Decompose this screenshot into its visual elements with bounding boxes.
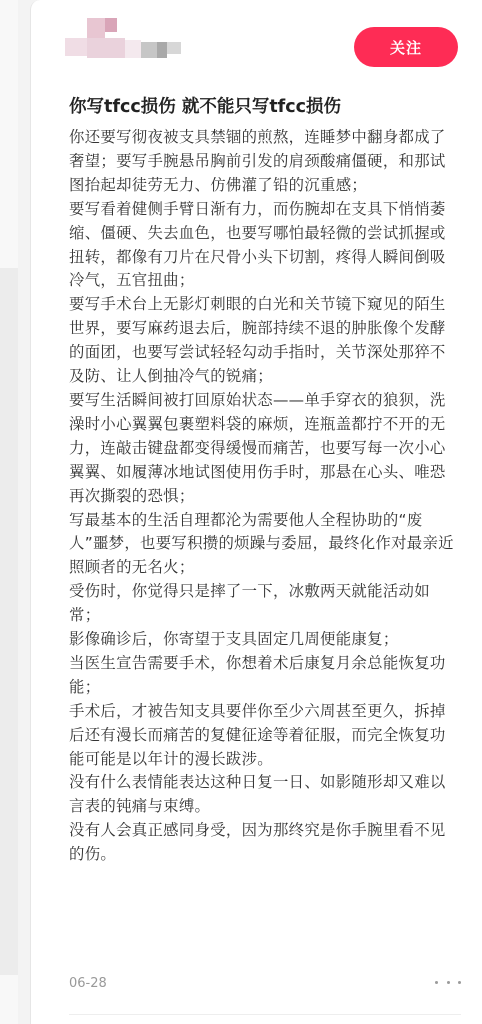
post-paragraph: 写最基本的生活自理都沦为需要他人全程协助的“废人”噩梦，也要写积攒的烦躁与委屈，最终化作对最亲近照顾者的无名火； <box>69 510 454 577</box>
blurred-author-avatar[interactable] <box>57 18 187 70</box>
post-title: 你写tfcc损伤 就不能只写tfcc损伤 <box>69 97 342 117</box>
post-date: 06-28 <box>69 976 107 991</box>
post-paragraph: 要写手术台上无影灯刺眼的白光和关节镜下窥见的陌生世界，要写麻药退去后，腕部持续不退的肿胀像个发酵的面团，也要写尝试轻轻勾动手指时，关节深处那猝不及防、让人倒抽冷气的锐痛； <box>69 295 446 386</box>
post-header <box>31 0 482 80</box>
follow-button[interactable]: 关注 <box>354 27 458 67</box>
post-paragraph: 当医生宣告需要手术，你想着术后康复月余总能恢复功能； <box>69 653 446 696</box>
post-card <box>30 0 482 1024</box>
background-tab <box>0 975 18 1024</box>
background-panel <box>0 0 18 1024</box>
post-paragraph: 没有什么表情能表达这种日复一日、如影随形却又难以言表的钝痛与束缚。 <box>69 773 446 816</box>
post-paragraph: 影像确诊后，你寄望于支具固定几周便能康复； <box>69 630 399 649</box>
post-paragraph: 受伤时，你觉得只是摔了一下，冰敷两天就能活动如常； <box>69 582 430 625</box>
post-body <box>69 126 455 867</box>
post-paragraph: 没有人会真正感同身受，因为那终究是你手腕里看不见的伤。 <box>69 821 446 864</box>
post-paragraph: 要写生活瞬间被打回原始状态——单手穿衣的狼狈，洗澡时小心翼翼包裹塑料袋的麻烦，连瓶盖都拧不开的无力，连敲击键盘都变得缓慢而痛苦，也要写每一次小心翼翼、如履薄冰地试图使用伤手时，那悬在心头、唯恐再次撕裂的恐惧； <box>69 390 446 505</box>
post-footer <box>31 970 482 1000</box>
background-tab <box>0 0 18 268</box>
post-paragraph: 手术后，才被告知支具要伴你至少六周甚至更久，拆掉后还有漫长而痛苦的复健征途等着征服，而完全恢复功能可能是以年计的漫长跋涉。 <box>69 701 446 768</box>
more-dots-icon[interactable] <box>435 974 461 990</box>
post-paragraph: 要写看着健侧手臂日渐有力，而伤腕却在支具下悄悄萎缩、僵硬、失去血色，也要写哪怕最轻微的尝试抓握或扭转，都像有刀片在尺骨小头下切割，疼得人瞬间倒吸冷气，五官扭曲； <box>69 199 446 290</box>
divider <box>69 1014 461 1015</box>
post-paragraph: 你还要写彻夜被支具禁锢的煎熬，连睡梦中翻身都成了奢望；要写手腕悬吊胸前引发的肩颈酸痛僵硬，和那试图抬起却徒劳无力、仿佛灌了铅的沉重感； <box>69 128 446 194</box>
